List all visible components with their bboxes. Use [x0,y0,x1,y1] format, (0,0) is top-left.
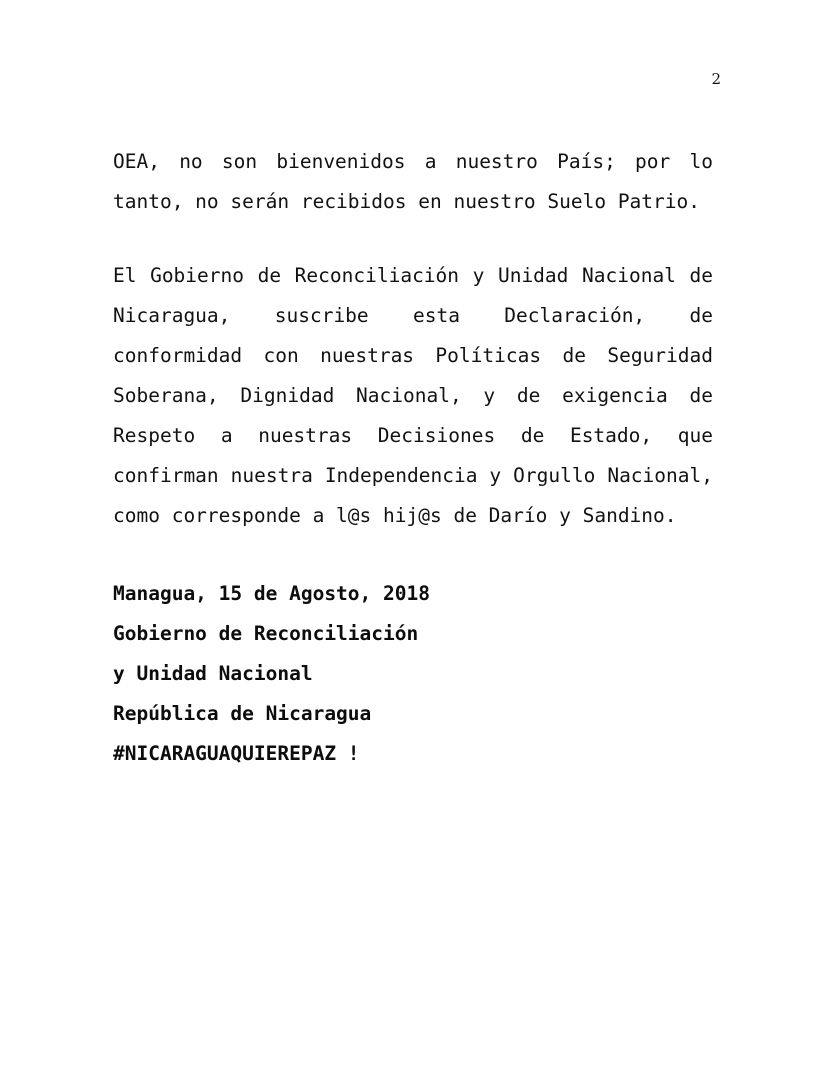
signature-country: República de Nicaragua [113,702,372,725]
page-number: 2 [711,70,721,88]
signature-date: Managua, 15 de Agosto, 2018 [113,582,430,605]
signature-government-line-2: y Unidad Nacional [113,662,313,685]
paragraph-1: OEA, no son bienvenidos a nuestro País; por lo tanto, no serán recibidos en nuestro Suelo Patrio. [113,150,713,213]
signature-hashtag: #NICARAGUAQUIEREPAZ ! [113,742,360,765]
document-body [113,142,713,774]
signature-block [113,574,713,774]
paragraph-2: El Gobierno de Reconciliación y Unidad Nacional de Nicaragua, suscribe esta Declaración, de conformidad con nuestras Políticas de Seguridad Soberana, Dignidad Nacional, y de exigencia de Respeto a nuestras Decisiones de Estado, que confirman nuestra Independencia y Orgullo Nacional, como corresponde a l@s hij@s de Darío y Sandino. [113,264,713,527]
signature-government-line-1: Gobierno de Reconciliación [113,622,419,645]
